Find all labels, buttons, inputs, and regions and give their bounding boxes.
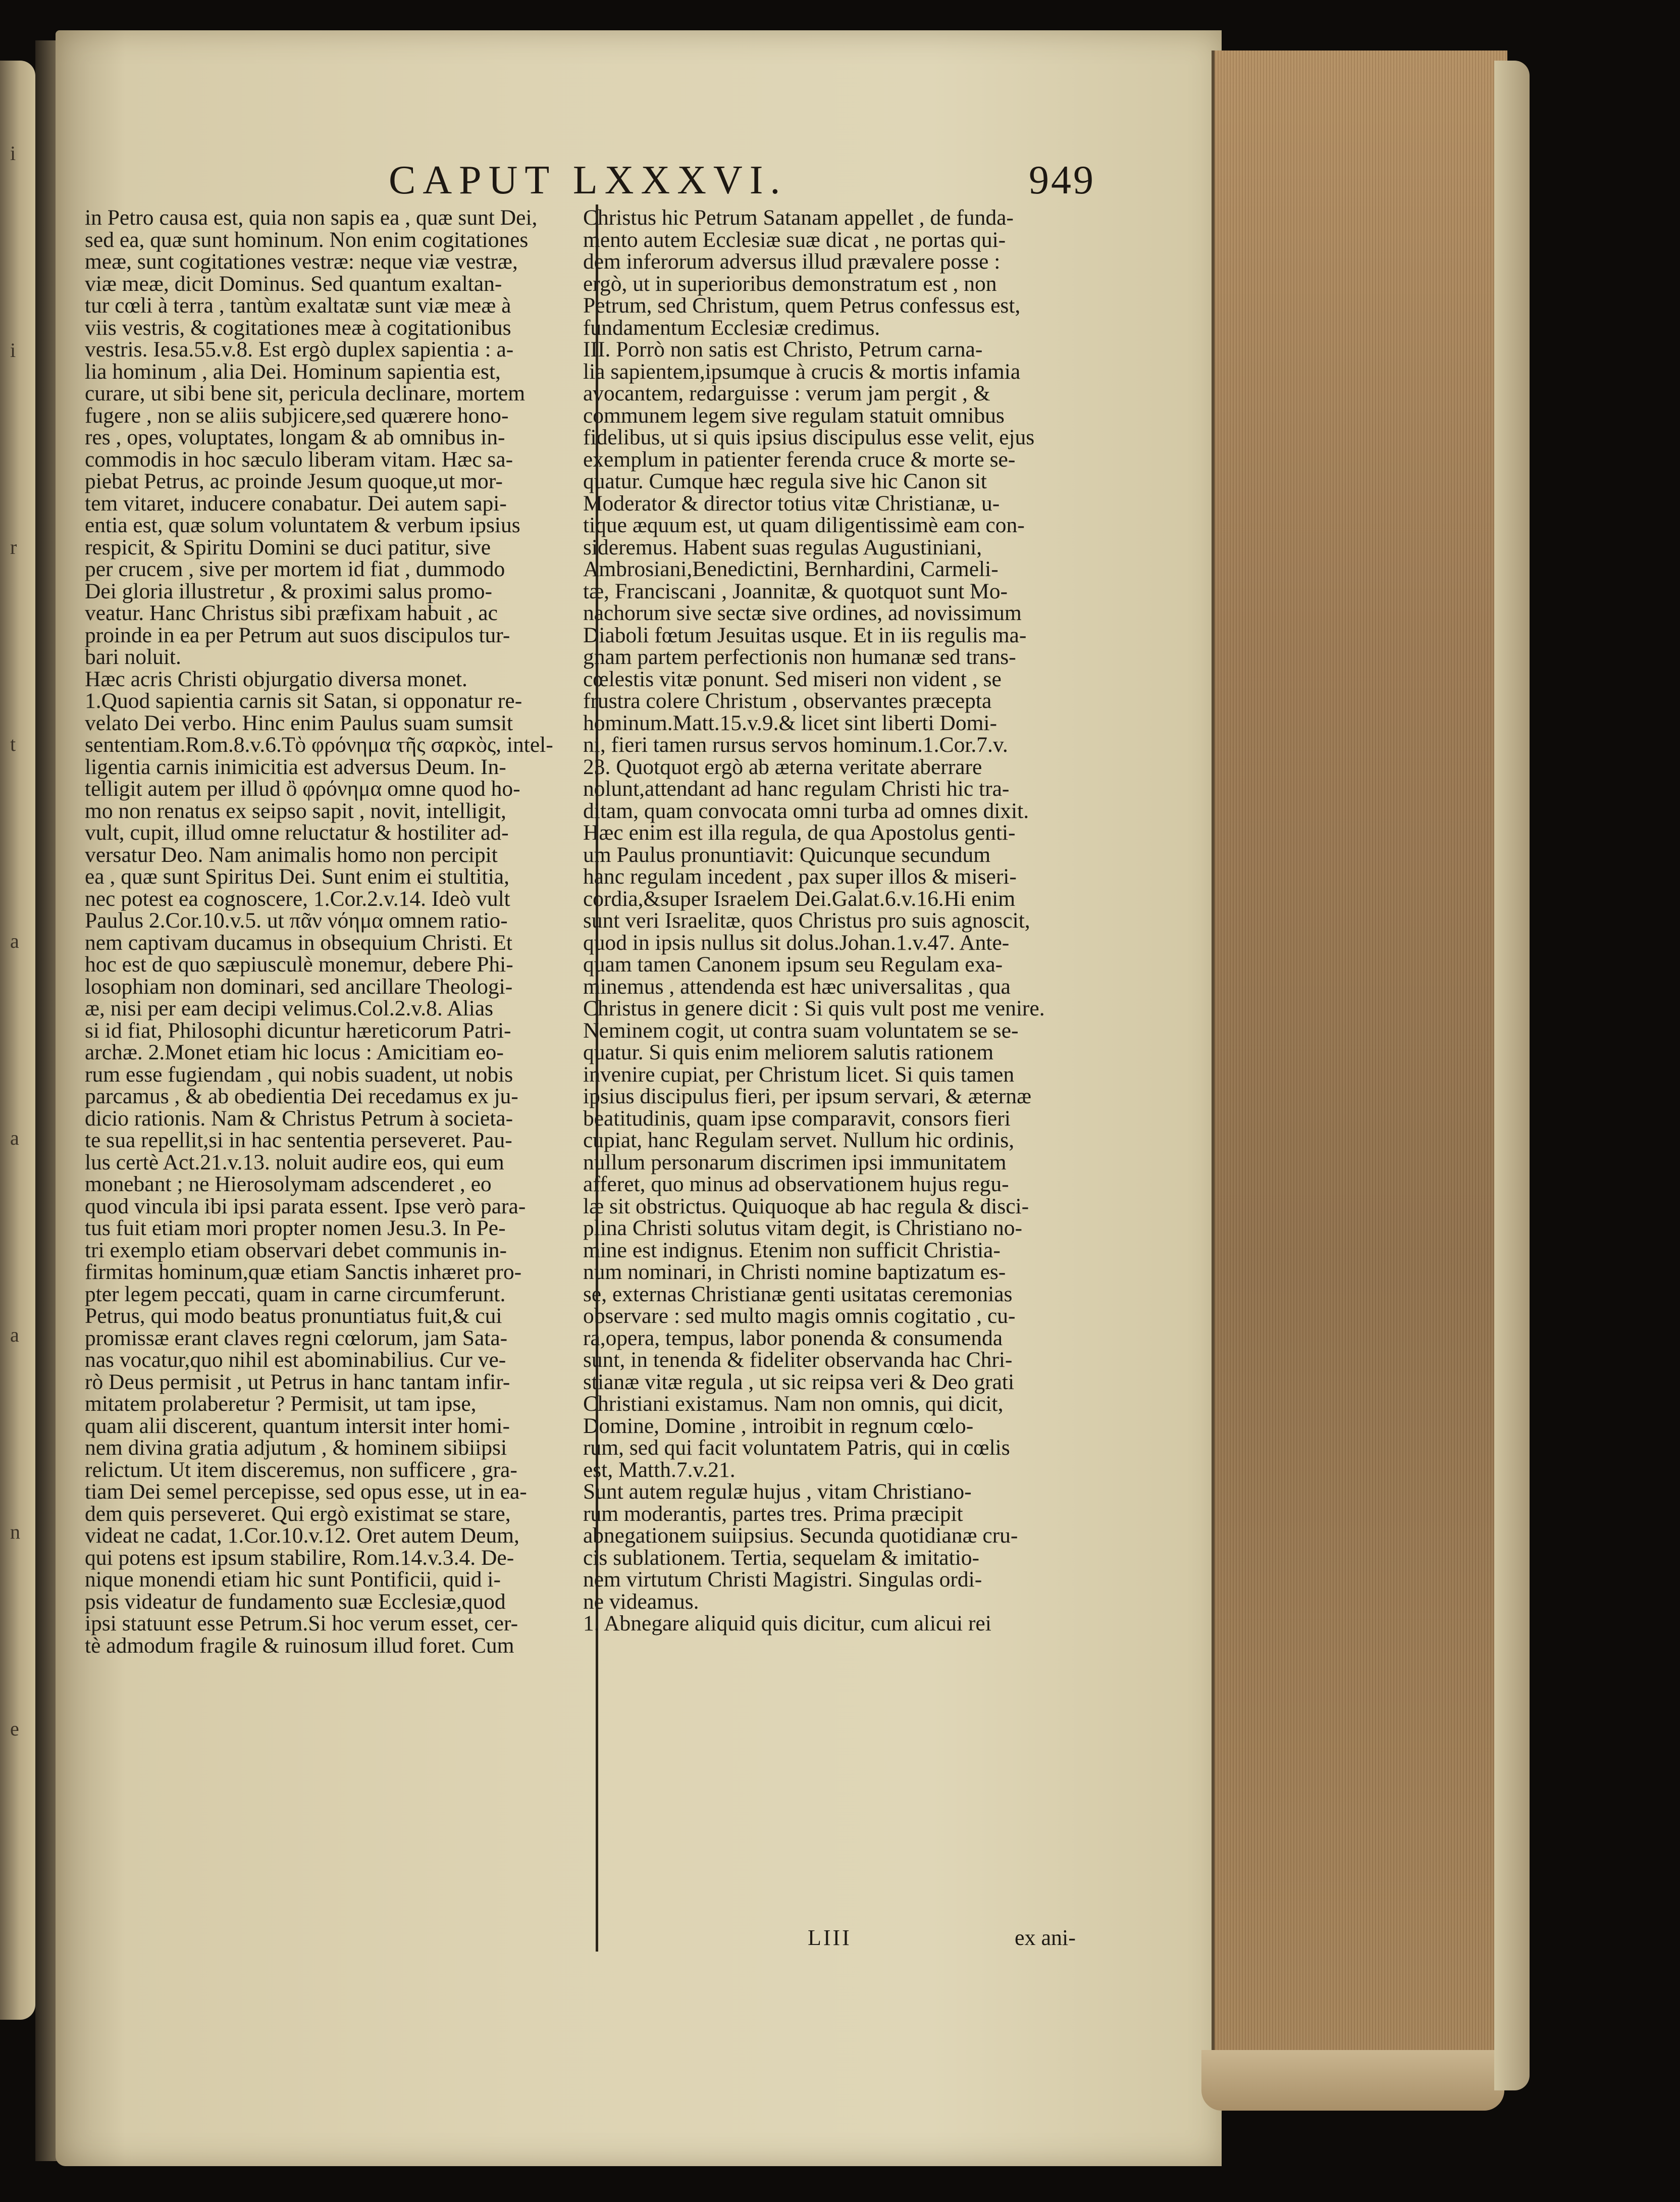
text-line: nem captivam ducamus in obsequium Christi. Et [85,930,512,955]
previous-page-char: a [10,1323,19,1346]
text-line: nique monendi etiam hic sunt Pontificii, quid i- [85,1567,501,1592]
text-line: proinde in ea per Petrum aut suos discipulos tur- [85,623,510,647]
text-line: sententiam.Rom.8.v.6.Τὸ φρόνημα τῆς σαρκὸς, intel- [85,733,553,757]
text-line: tri exemplo etiam observari debet communis in- [85,1238,507,1262]
text-line: tæ, Franciscani , Joannitæ, & quotquot sunt Mo- [583,579,1008,603]
text-line: promissæ erant claves regni cœlorum, jam Sata- [85,1325,508,1350]
text-line: mo non renatus ex seipso sapit , novit, intelligit, [85,798,506,823]
text-line: sideremus. Habent suas regulas Augustiniani, [583,535,982,559]
text-line: Ambrosiani,Benedictini, Bernhardini, Carmeli- [583,557,999,581]
text-line: ni, fieri tamen rursus servos hominum.1.Cor.7.v. [583,733,1008,757]
text-line: relictum. Ut item disceremus, non sufficere , gra- [85,1457,517,1482]
text-line: piebat Petrus, ac proinde Jesum quoque,ut mor- [85,469,503,493]
text-line: vestris. Iesa.55.v.8. Est ergò duplex sapientia : a- [85,337,514,362]
book-fore-edge [1212,50,1507,2060]
text-line: res , opes, voluptates, longam & ab omnibus in- [85,425,505,449]
text-line: videat ne cadat, 1.Cor.10.v.12. Oret autem Deum, [85,1523,519,1548]
text-line: Diaboli fœtum Jesuitas usque. Et in iis regulis ma- [583,623,1027,647]
previous-page-char: t [10,733,16,755]
text-line: sed ea, quæ sunt hominum. Non enim cogitationes [85,227,529,252]
text-line: quam tamen Canonem ipsum seu Regulam exa- [583,952,1003,977]
text-line: mine est indignus. Etenim non sufficit Christia- [583,1238,1001,1262]
text-line: ipsius discipulus fieri, per ipsum servari, & æternæ [583,1084,1032,1108]
text-line: nec potest ea cognoscere, 1.Cor.2.v.14. Ideò vult [85,886,510,911]
previous-page-char: r [10,536,17,558]
text-line: avocantem, redarguisse : verum jam pergit , & [583,381,990,405]
text-line: dicio rationis. Nam & Christus Petrum à societa- [85,1106,513,1131]
chapter-heading: CAPUT LXXXVI. [389,158,788,202]
signature-mark: LIII [808,1925,852,1950]
text-line: firmitas hominum,quæ etiam Sanctis inhæret pro- [85,1260,522,1284]
text-line: stianæ vitæ regula , ut sic reipsa veri & Deo grati [583,1369,1015,1394]
text-line: si id fiat, Philosophi dicuntur hæreticorum Patri- [85,1018,511,1043]
page-number: 949 [1029,158,1095,202]
text-line: ra,opera, tempus, labor ponenda & consumenda [583,1325,1003,1350]
text-line: tem vitaret, inducere conabatur. Dei autem sapi- [85,491,507,516]
text-line: fundamentum Ecclesiæ credimus. [583,315,880,340]
text-line: exemplum in patienter ferenda cruce & morte se- [583,447,1016,472]
text-line: nem divina gratia adjutum , & hominem sibiipsi [85,1436,507,1460]
text-line: nem virtutum Christi Magistri. Singulas ordi- [583,1567,982,1592]
text-line: parcamus , & ab obedientia Dei recedamus ex ju- [85,1084,518,1108]
previous-page-char: n [10,1520,20,1543]
text-line: est, Matth.7.v.21. [583,1457,736,1482]
text-line: gnam partem perfectionis non humanæ sed trans- [583,645,1016,669]
text-line: Hæc enim est illa regula, de qua Apostolus genti- [583,821,1016,845]
text-line: quod vincula ibi ipsi parata essent. Ipse verò para- [85,1194,526,1218]
text-line: ditam, quam convocata omni turba ad omnes dixit. [583,798,1029,823]
text-line: qui potens est ipsum stabilire, Rom.14.v.3.4. De- [85,1545,514,1570]
text-line: rum esse fugiendam , qui nobis suadent, ut nobis [85,1062,513,1087]
text-line: rò Deus permisit , ut Petrus in hanc tantam infir- [85,1369,510,1394]
text-line: sunt veri Israelitæ, quos Christus pro suis agnoscit, [583,908,1030,933]
text-line: nolunt,attendant ad hanc regulam Christi hic tra- [583,777,1010,801]
catchword: ex ani- [1015,1925,1076,1950]
text-line: quod in ipsis nullus sit dolus.Johan.1.v.47. Ante- [583,930,1010,955]
text-line: nas vocatur,quo nihil est abominabilius. Cur ve- [85,1348,506,1372]
text-line: cis sublationem. Tertia, sequelam & imitatio- [583,1545,980,1570]
text-line: afferet, quo minus ad observationem hujus regu- [583,1172,1009,1196]
text-line: velato Dei verbo. Hinc enim Paulus suam sumsit [85,710,513,735]
text-line: 1. Abnegare aliquid quis dicitur, cum alicui rei [583,1611,991,1635]
text-line: per crucem , sive per mortem id fiat , dummodo [85,557,505,581]
text-line: viis vestris, & cogitationes meæ à cogitationibus [85,315,511,340]
text-line: Christus hic Petrum Satanam appellet , de funda- [583,206,1014,230]
text-line: commodis in hoc sæculo liberam vitam. Hæc sa- [85,447,513,472]
text-line: ne videamus. [583,1589,699,1614]
text-line: mitatem prolaberetur ? Permisit, ut tam ipse, [85,1392,477,1416]
text-line: ea , quæ sunt Spiritus Dei. Sunt enim ei stultitia, [85,864,509,889]
text-line: archæ. 2.Monet etiam hic locus : Amicitiam eo- [85,1040,504,1064]
text-line: cœlestis vitæ ponunt. Sed miseri non vident , se [583,667,1002,691]
left-text-column [85,207,595,1657]
text-line: rum, sed qui facit voluntatem Patris, qui in cœlis [583,1436,1010,1460]
text-line: frustra colere Christum , observantes præcepta [583,689,992,713]
text-line: versatur Deo. Nam animalis homo non percipit [85,842,498,867]
text-line: fugere , non se aliis subjicere,sed quærere hono- [85,403,509,428]
text-line: veatur. Hanc Christus sibi præfixam habuit , ac [85,601,498,625]
text-line: 23. Quotquot ergò ab æterna veritate aberrare [583,754,982,779]
text-line: abnegationem suiipsius. Secunda quotidianæ cru- [583,1523,1018,1548]
text-line: nachorum sive sectæ sive ordines, ad novissimum [583,601,1022,625]
text-line: tè admodum fragile & ruinosum illud foret. Cum [85,1633,514,1658]
text-line: quatur. Si quis enim meliorem salutis rationem [583,1040,994,1064]
text-line: tus fuit etiam mori propter nomen Jesu.3. In Pe- [85,1216,506,1240]
text-line: mento autem Ecclesiæ suæ dicat , ne portas qui- [583,227,1006,252]
text-line: entia est, quæ solum voluntatem & verbum ipsius [85,513,520,537]
text-line: dem inferorum adversus illud prævalere posse : [583,249,1001,274]
right-text-column [583,207,1093,1635]
text-line: pter legem peccati, quam in carne circumferunt. [85,1282,506,1306]
text-line: Hæc acris Christi objurgatio diversa monet. [85,667,467,691]
text-line: tiam Dei semel percepisse, sed opus esse, ut in ea- [85,1479,527,1504]
text-line: te sua repellit,si in hac sententia perseveret. Pau- [85,1128,512,1152]
text-line: dem quis perseveret. Qui ergò existimat se stare, [85,1501,511,1526]
text-line: læ sit obstrictus. Quiquoque ab hac regula & disci- [583,1194,1029,1218]
text-line: Domine, Domine , introibit in regnum cœlo- [583,1413,974,1438]
text-line: lus certè Act.21.v.13. noluit audire eos, qui eum [85,1150,504,1174]
text-line: in Petro causa est, quia non sapis ea , quæ sunt Dei, [85,206,538,230]
text-line: tique æquum est, ut quam diligentissimè eam con- [583,513,1025,537]
text-line: rum moderantis, partes tres. Prima præcipit [583,1501,963,1526]
text-line: minemus , attendenda est hæc universalitas , qua [583,974,1011,999]
text-line: æ, nisi per eam decipi velimus.Col.2.v.8. Alias [85,996,494,1020]
text-line: Moderator & director totius vitæ Christianæ, u- [583,491,1000,516]
text-line: telligit autem per illud ὂ φρόνημα omne quod ho- [85,777,520,801]
text-line: Petrum, sed Christum, quem Petrus confessus est, [583,293,1021,318]
text-line: plina Christi solutus vitam degit, is Christiano no- [583,1216,1022,1240]
text-line: lia sapientem,ipsumque à crucis & mortis infamia [583,359,1021,384]
text-line: invenire cupiat, per Christum licet. Si quis tamen [583,1062,1015,1087]
previous-page-char: i [10,142,16,165]
previous-page-char: a [10,1126,19,1149]
text-line: Paulus 2.Cor.10.v.5. ut πᾶν νόημα omnem ratio- [85,908,508,933]
text-line: ipsi statuunt esse Petrum.Si hoc verum esset, cer- [85,1611,518,1635]
text-line: tur cœli à terra , tantùm exaltatæ sunt viæ meæ à [85,293,511,318]
running-head [389,158,1095,203]
text-line: monebant ; ne Hierosolymam adscenderet , eo [85,1172,492,1196]
text-line: Petrus, qui modo beatus pronuntiatus fuit,& cui [85,1304,502,1328]
text-line: cordia,&super Israelem Dei.Galat.6.v.16.Hi enim [583,886,1016,911]
text-line: Dei gloria illustretur , & proximi salus promo- [85,579,493,603]
text-line: ergò, ut in superioribus demonstratum est , non [583,271,997,296]
text-line: um Paulus pronuntiavit: Quicunque secundum [583,842,991,867]
text-line: curare, ut sibi bene sit, pericula declinare, mortem [85,381,526,405]
text-line: observare : sed multo magis omnis cogitatio , cu- [583,1304,1016,1328]
previous-page-char: i [10,339,16,362]
text-line: Neminem cogit, ut contra suam voluntatem se se- [583,1018,1019,1043]
text-line: fidelibus, ut si quis ipsius discipulus esse velit, ejus [583,425,1035,449]
text-line: Christus in genere dicit : Si quis vult post me venire. [583,996,1045,1020]
text-line: vult, cupit, illud omne reluctatur & hostiliter ad- [85,821,509,845]
text-line: bari noluit. [85,645,181,669]
text-line: hanc regulam incedent , pax super illos & miseri- [583,864,1017,889]
text-line: 1.Quod sapientia carnis sit Satan, si opponatur re- [85,689,522,713]
text-line: meæ, sunt cogitationes vestræ: neque viæ vestræ, [85,249,518,274]
text-line: Christiani existamus. Nam non omnis, qui dicit, [583,1392,1004,1416]
text-line: communem legem sive regulam statuit omnibus [583,403,1005,428]
text-line: hoc est de quo sæpiusculè monemur, debere Phi- [85,952,513,977]
text-line: beatitudinis, quam ipse comparavit, consors fieri [583,1106,1011,1131]
text-line: lia hominum , alia Dei. Hominum sapientia est, [85,359,501,384]
text-line: losophiam non dominari, sed ancillare Theologi- [85,974,513,999]
book-fore-edge-bottom [1201,2050,1504,2111]
text-line: III. Porrò non satis est Christo, Petrum carna- [583,337,983,362]
text-line: cupiat, hanc Regulam servet. Nullum hic ordinis, [583,1128,1015,1152]
text-line: num nominari, in Christi nomine baptizatum es- [583,1260,1006,1284]
text-line: quatur. Cumque hæc regula sive hic Canon sit [583,469,987,493]
previous-page-edge [0,61,35,2020]
text-line: nullum personarum discrimen ipsi immunitatem [583,1150,1007,1174]
previous-page-char: a [10,930,19,952]
text-line: quam alii discerent, quantum intersit inter homi- [85,1413,510,1438]
text-line: viæ meæ, dicit Dominus. Sed quantum exaltan- [85,271,502,296]
text-line: sunt, in tenenda & fideliter observanda hac Chri- [583,1348,1013,1372]
text-line: Sunt autem regulæ hujus , vitam Christiano- [583,1479,972,1504]
text-line: ligentia carnis inimicitia est adversus Deum. In- [85,754,506,779]
back-cover-edge [1494,61,1530,2090]
text-line: respicit, & Spiritu Domini se duci patitur, sive [85,535,491,559]
text-line: hominum.Matt.15.v.9.& licet sint liberti Domi- [583,710,997,735]
text-line: psis videatur de fundamento suæ Ecclesiæ,quod [85,1589,506,1614]
previous-page-char: e [10,1717,19,1740]
previous-page-text-fragments [0,61,35,2020]
text-line: se, externas Christianæ genti usitatas ceremonias [583,1282,1013,1306]
